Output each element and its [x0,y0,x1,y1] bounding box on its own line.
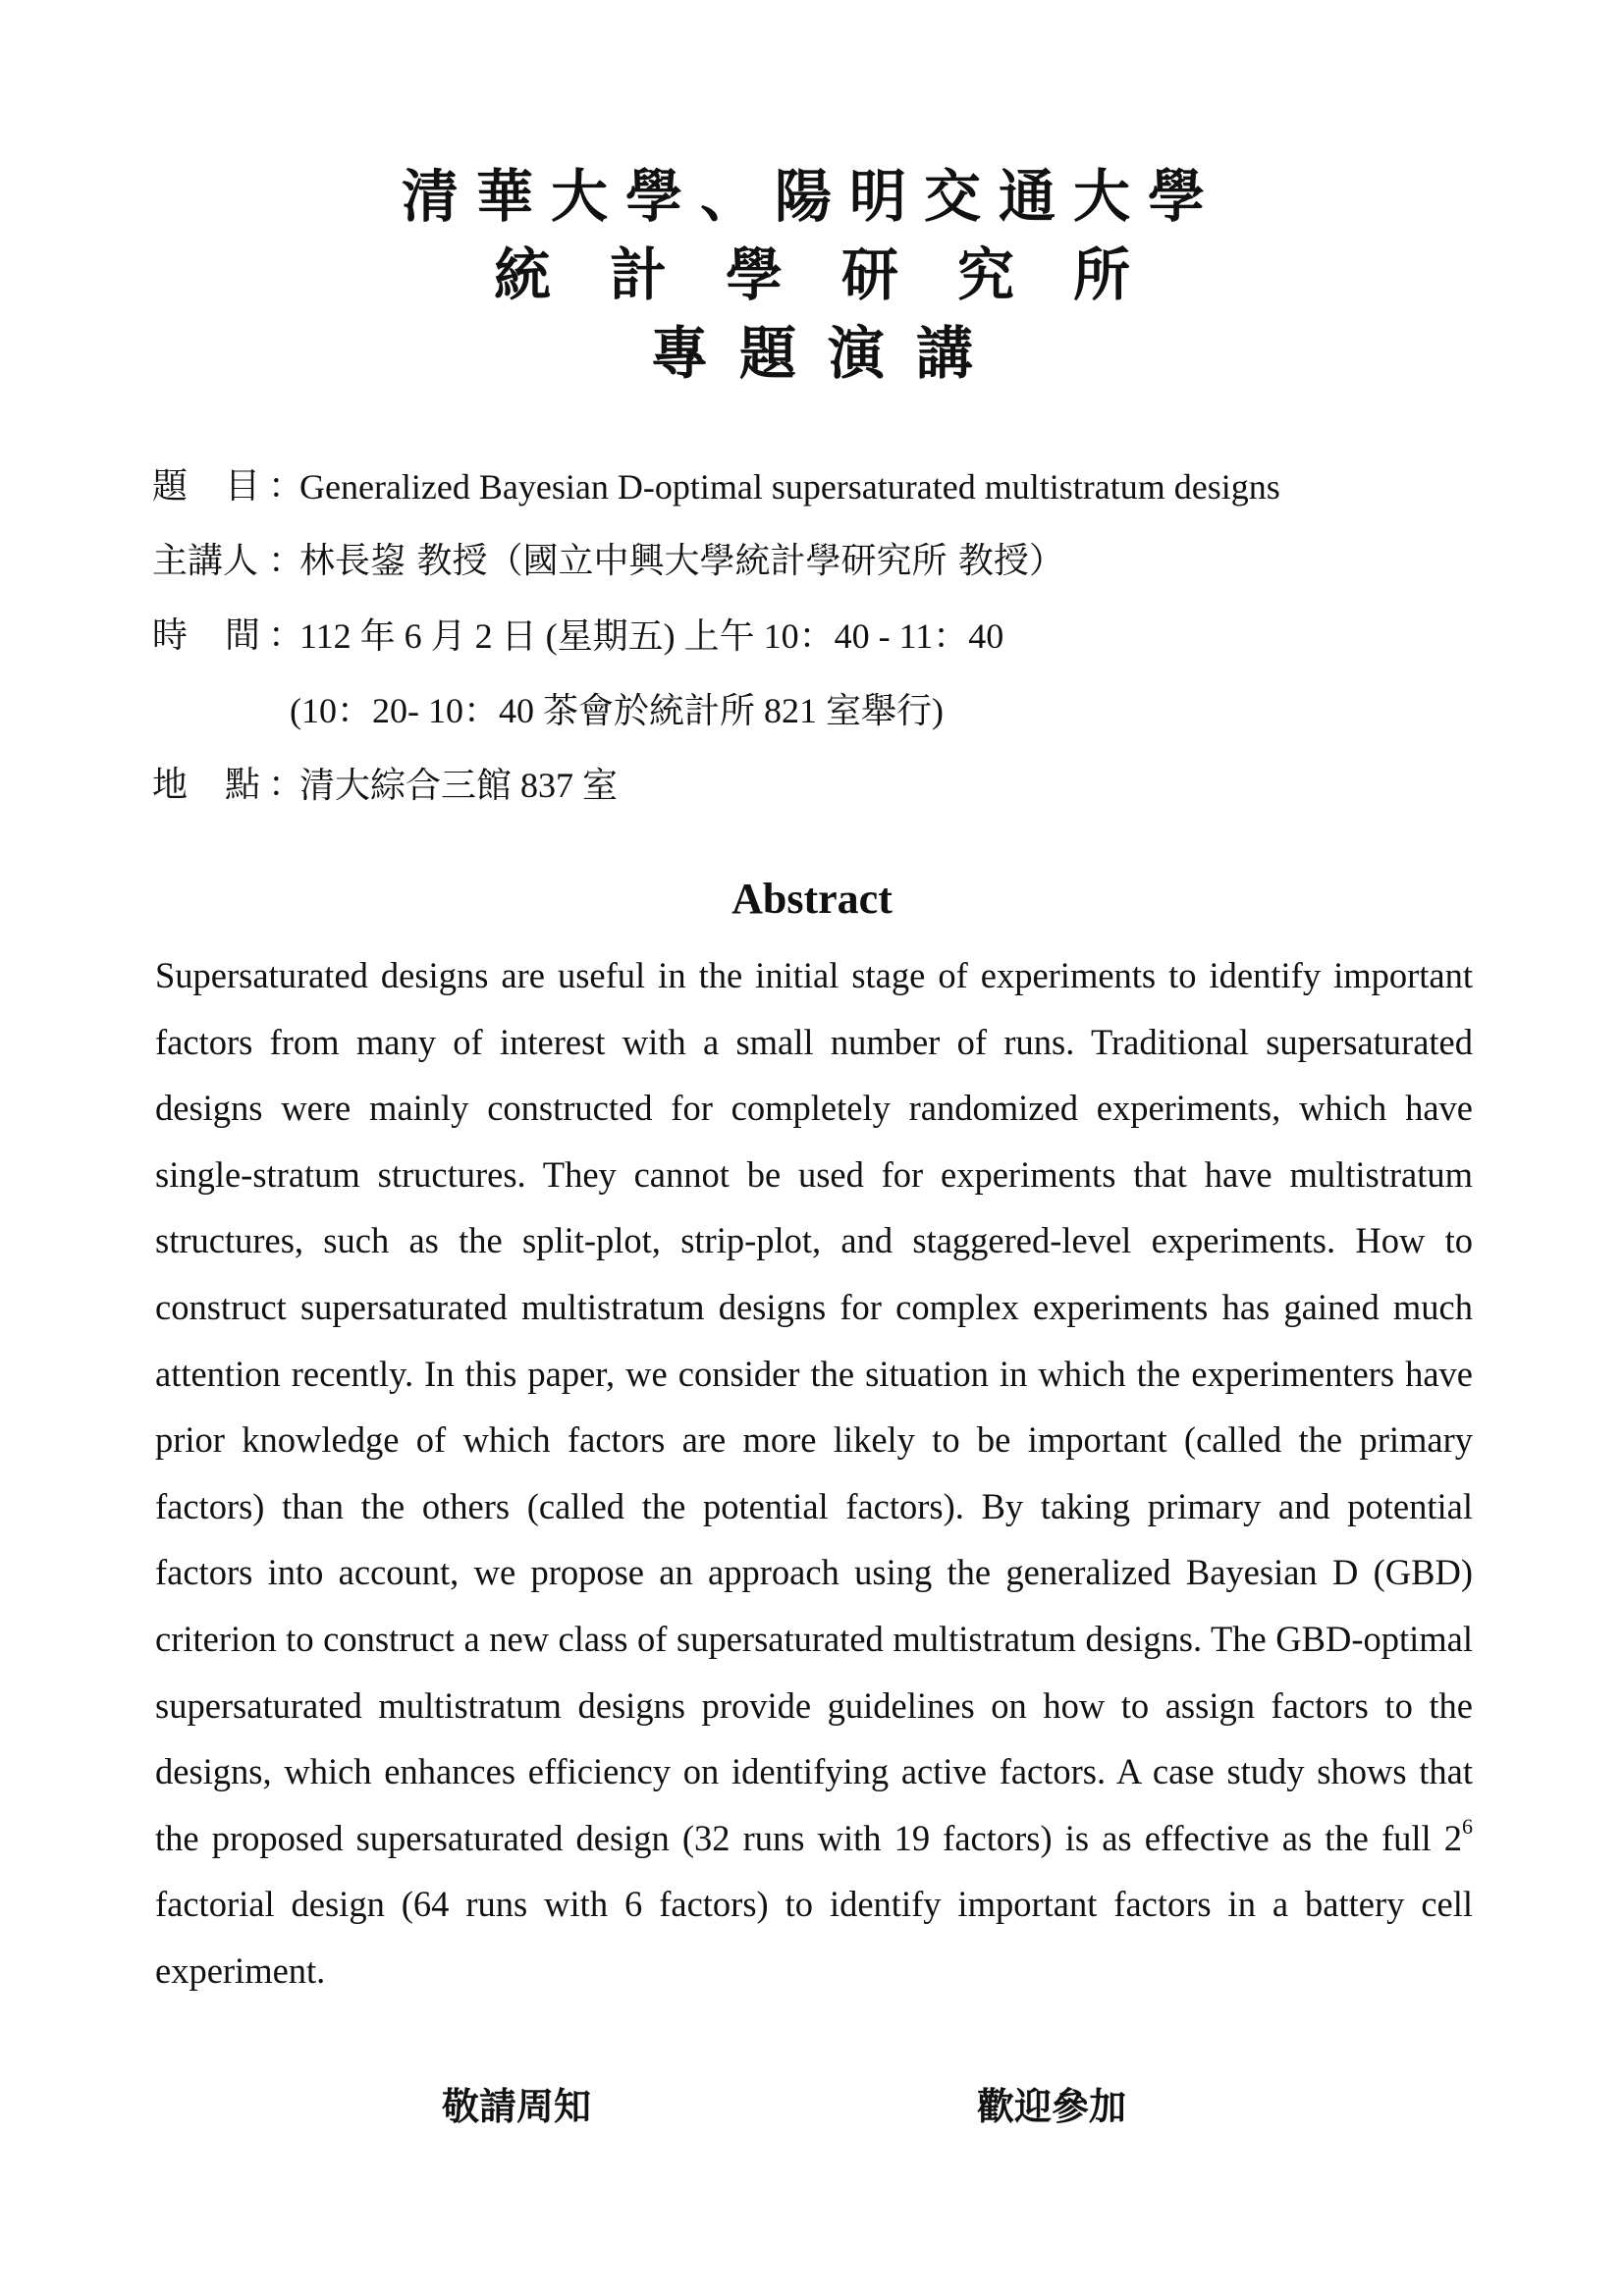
abstract-heading: Abstract [731,875,893,923]
time-label: 時 間 [152,615,260,656]
footer-notice: 敬請周知 [442,2084,592,2128]
abstract-text [155,942,1473,2004]
abstract-text-main: Supersaturated designs are useful in the initial stage of experiments to identify important factors from many of interest with a small number of runs. Traditional supersaturated designs were mainly constructed for completely randomized experiments, which have single-stratum structures. They cannot be used for experiments that have multistratum structures, such as the split-plot, strip-plot, and staggered-level experiments. How to construct supersaturated multistratum designs for complex experiments has gained much attention recently. In this paper, we consider the situation in which the experimenters have prior knowledge of which factors are more likely to be important (called the primary factors) than the others (called the potential factors). By taking primary and potential factors into account, we propose an approach using the generalized Bayesian D (GBD) criterion to construct a new class of supersaturated multistratum designs. The GBD-optimal supersaturated multistratum designs provide guidelines on how to assign factors to the designs, which enhances efficiency on identifying active factors. A case study shows that the proposed supersaturated design (32 runs with 19 factors) is as effective as the full 2 [155,955,1473,1858]
seminar-info [152,450,1507,823]
university-title: 清華大學、陽明交通大學 [401,163,1222,230]
time-value: 112 年 6 月 2 日 (星期五) 上午 10：40 - 11：40 [299,616,1004,656]
footer-welcome: 歡迎參加 [977,2084,1127,2128]
topic-label: 題 目 [152,466,260,507]
place-label: 地 點 [152,765,260,805]
time-colon: ： [268,615,304,656]
abstract-superscript: 6 [1462,1813,1473,1839]
time-row [152,599,1507,673]
place-row [152,748,1507,823]
speaker-colon: ： [268,541,304,581]
speaker-row [152,524,1507,599]
speaker-value: 林長鋆 教授（國立中興大學統計學研究所 教授） [299,541,1064,581]
tea-note: (10：20- 10：40 茶會於統計所 821 室舉行) [290,691,944,730]
topic-colon: ： [268,466,304,507]
topic-row [152,450,1507,524]
abstract-text-end: factorial design (64 runs with 6 factors) to identify important factors in a battery cell experiment. [155,1884,1473,1991]
tea-row [152,673,1507,748]
speaker-label: 主講人 [152,541,259,581]
place-colon: ： [268,765,304,805]
place-value: 清大綜合三館 837 室 [299,766,619,805]
institute-title: 統計學研究所 [493,241,1189,308]
topic-value: Generalized Bayesian D-optimal supersaturated multistratum designs [299,467,1280,507]
announcement-header [0,157,1624,393]
seminar-title: 專題演講 [650,320,1004,387]
